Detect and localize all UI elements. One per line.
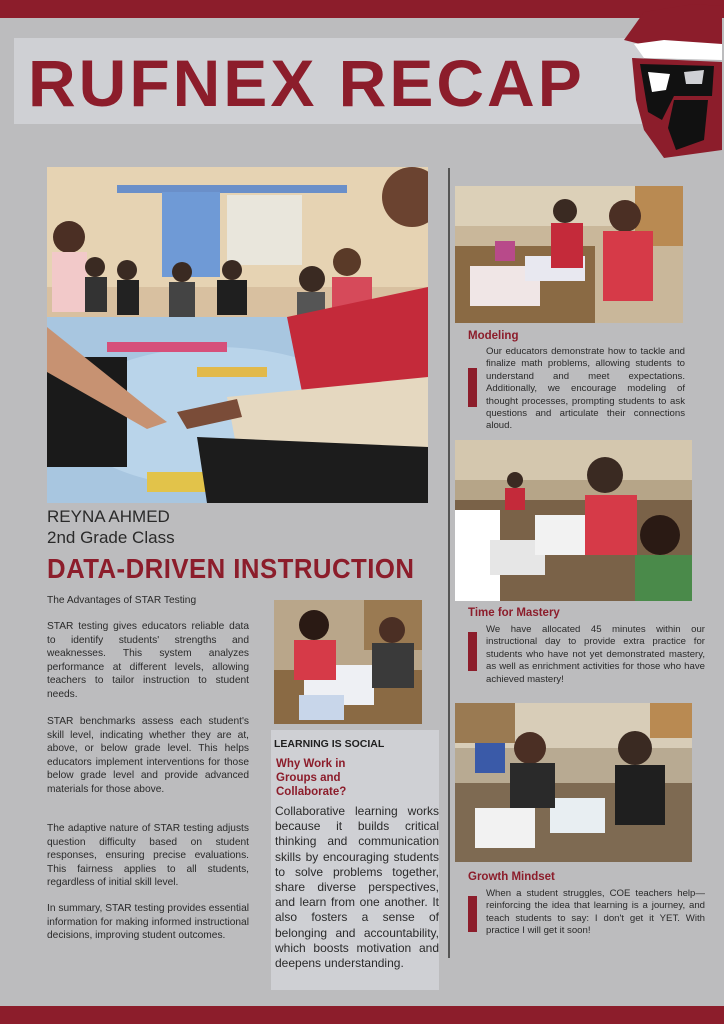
collaboration-photo [274, 600, 422, 724]
newsletter-title: RUFNEX RECAP [28, 46, 585, 120]
column-divider [448, 168, 450, 958]
social-title: LEARNING IS SOCIAL [274, 738, 385, 750]
article-headline: DATA-DRIVEN INSTRUCTION [47, 553, 415, 584]
section-body-growth: When a student struggles, COE teachers help—reinforcing the idea that learning is a journey, and teach students to say: I don't get it YET. With practice I will get it soon! [486, 888, 705, 937]
section-accent-bar [468, 368, 477, 407]
section-accent-bar [468, 632, 477, 671]
section-body-mastery: We have allocated 45 minutes within our instructional day to provide extra practice for students who have not yet demonstrated mastery, as well as enrichment activities for those who have achieved mastery! [486, 624, 705, 685]
article-paragraph: STAR testing gives educators reliable data to identify students' strengths and weaknesses. This system analyzes performance at different levels, allowing teachers to tailor instruction to student needs. [47, 621, 249, 700]
article-paragraph: In summary, STAR testing provides essential information for making informed instructional decisions, improving student outcomes. [47, 903, 249, 941]
section-body-modeling: Our educators demonstrate how to tackle and finalize math problems, allowing students to understand and meet expectations. Additionally, we encourage modeling of thought processes, prompting students to ask questions and articulate their connections aloud. [486, 346, 685, 432]
section-title-modeling: Modeling [468, 330, 519, 342]
class-name: 2nd Grade Class [47, 528, 175, 547]
article-paragraph: STAR benchmarks assess each student's skill level, indicating whether they are at, above, or below grade level. This helps educators implement interventions for those below grade level and provide advanced materials for those above. [47, 716, 249, 795]
article-paragraph: The adaptive nature of STAR testing adjusts question difficulty based on student responses, ensuring precise evaluations. This fairness applies to all students, regardless of initial skill level. [47, 823, 249, 888]
growth-photo [455, 703, 692, 862]
section-title-growth: Growth Mindset [468, 871, 555, 883]
bottom-brand-bar [0, 1006, 724, 1024]
classroom-circle-photo [47, 167, 428, 503]
social-body: Collaborative learning works because it builds critical thinking and communication skills by encouraging students to solve problems together, share diverse perspectives, and learn from one another. It also fosters a sense of belonging and accountability, which boosts motivation and deepens understanding. [275, 804, 439, 971]
section-accent-bar [468, 896, 477, 932]
modeling-photo [455, 186, 683, 323]
teacher-name: REYNA AHMED [47, 507, 170, 526]
mastery-photo [455, 440, 692, 601]
article-subtitle: The Advantages of STAR Testing [47, 595, 197, 606]
section-title-mastery: Time for Mastery [468, 607, 560, 619]
mascot-logo [604, 0, 724, 160]
social-question: Why Work in Groups and Collaborate? [276, 758, 347, 798]
